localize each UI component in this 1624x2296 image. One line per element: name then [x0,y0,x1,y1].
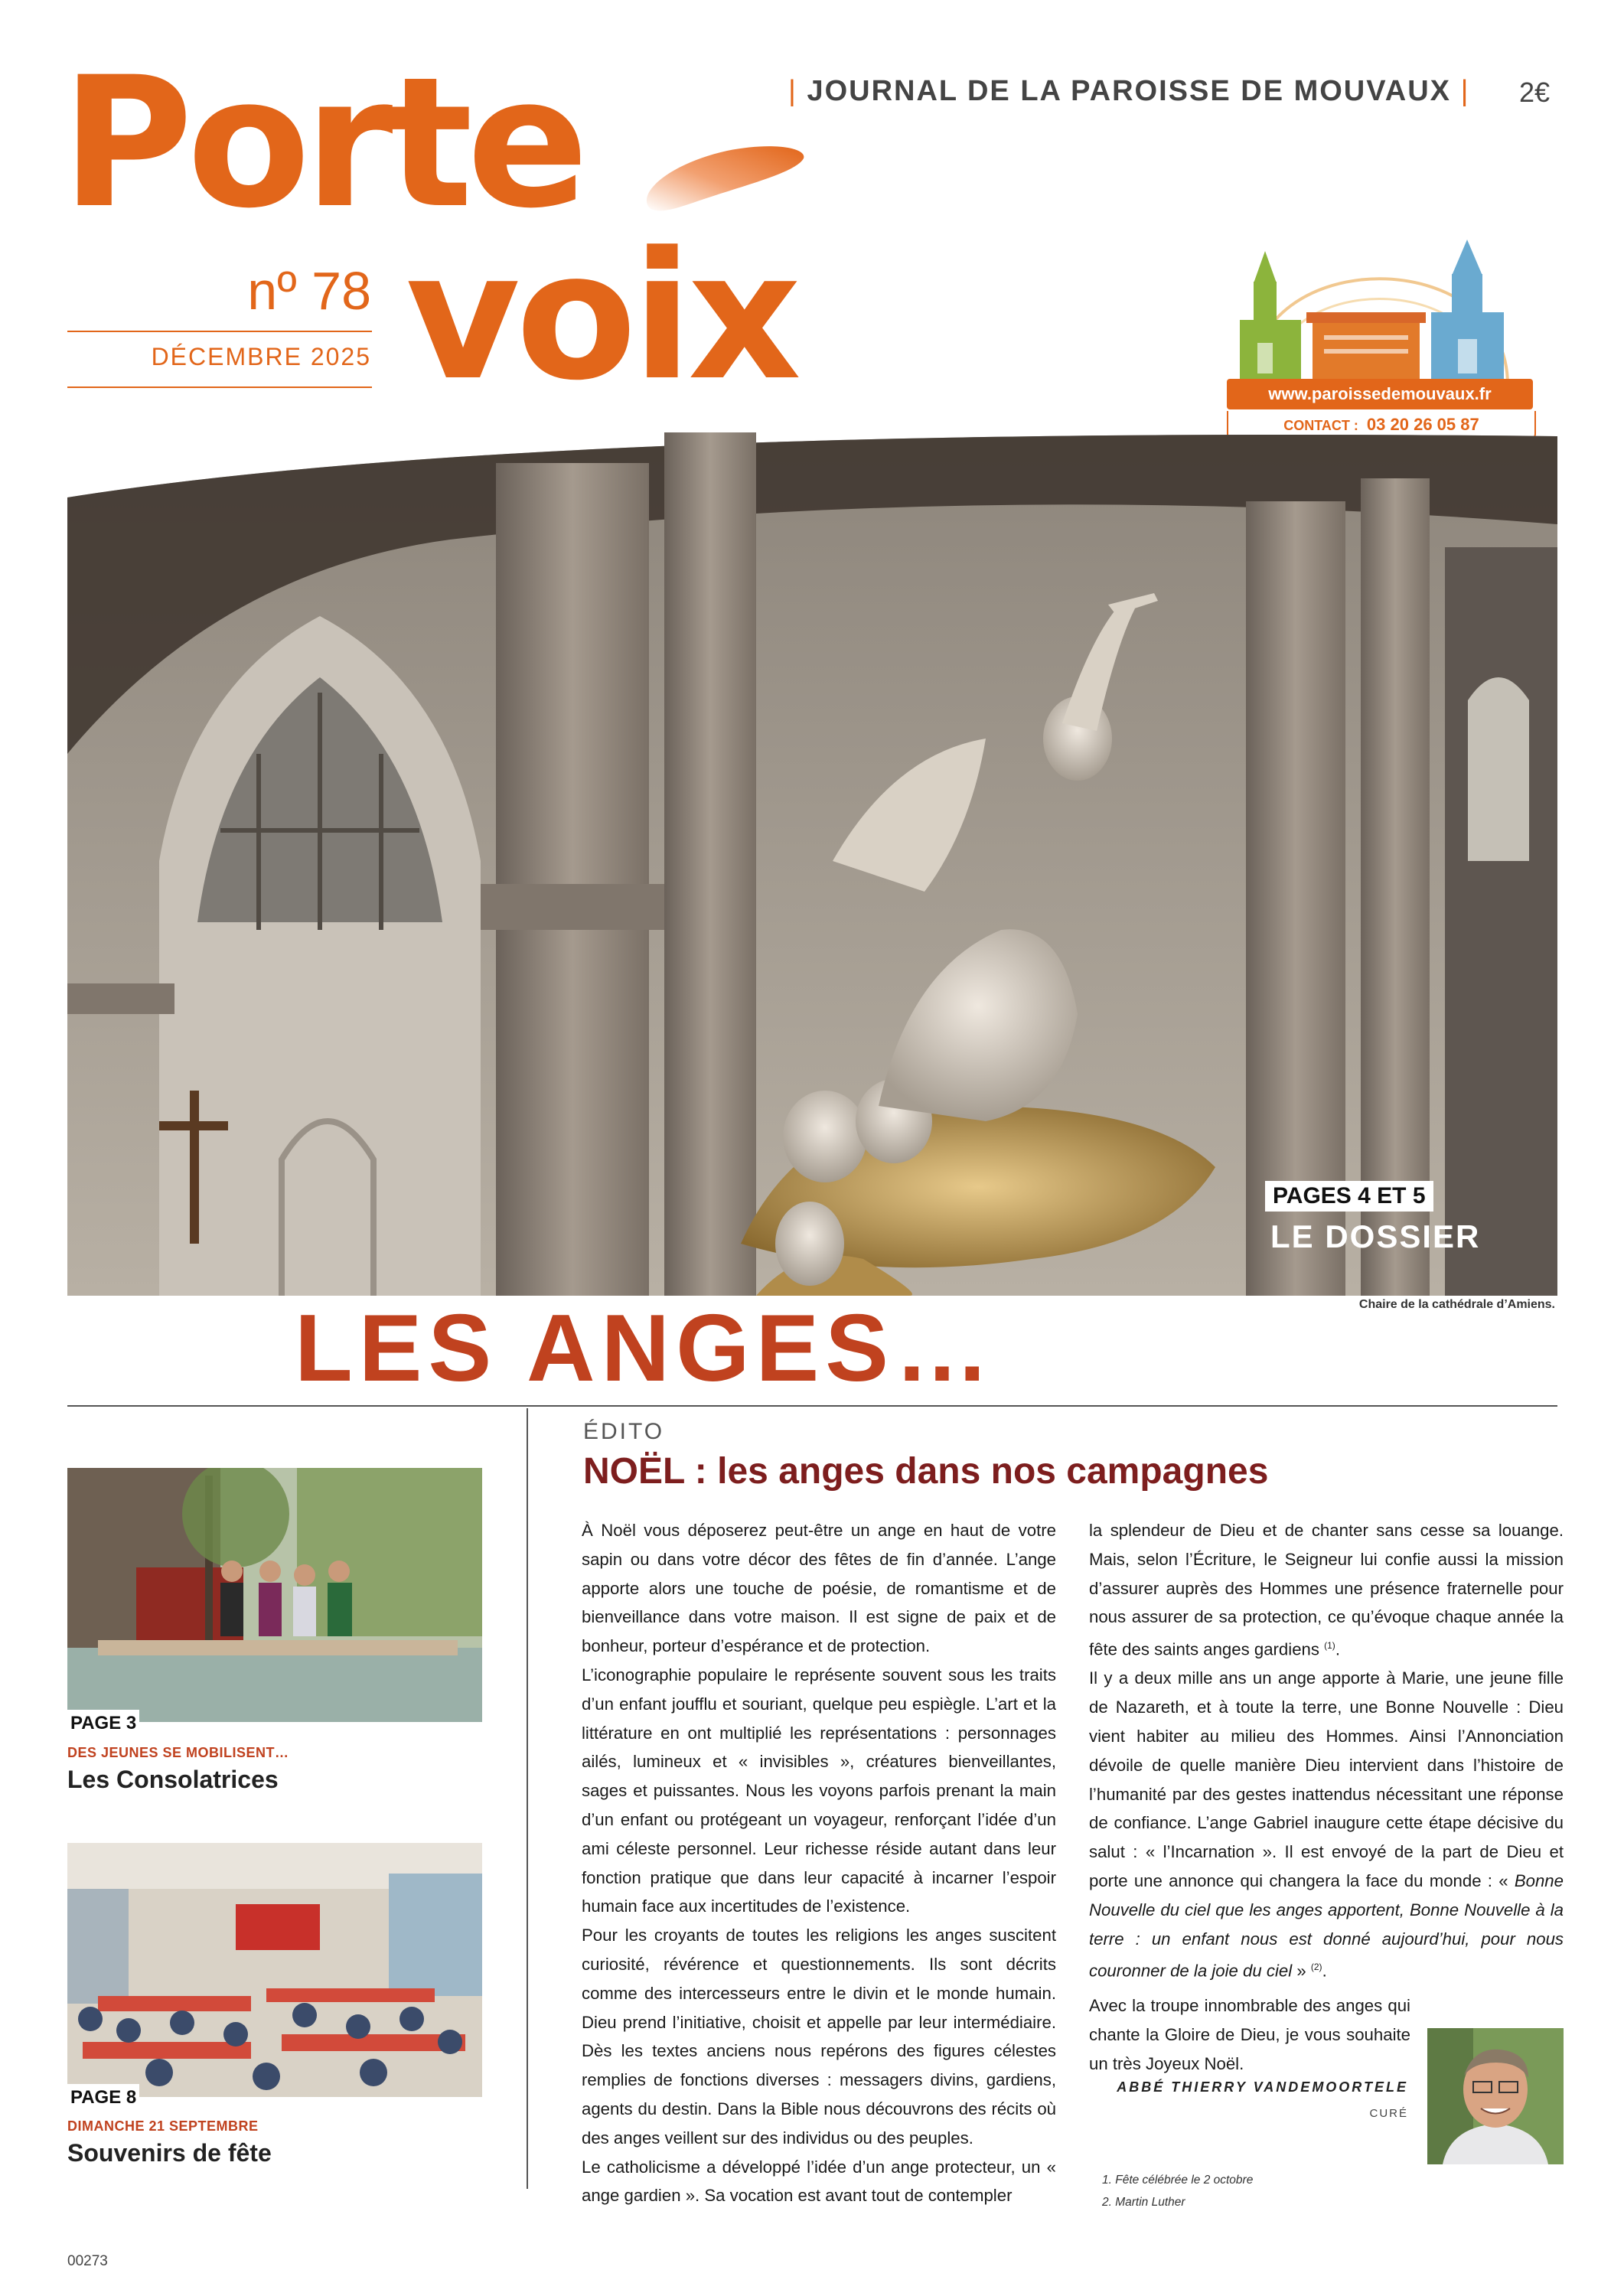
edito-quote: Bonne Nouvelle du ciel que les anges apportent, Bonne Nouvelle à la terre : un enfant nous est donné aujourd’hui, pour nous couronner de la joie du ciel [1089,1870,1564,1981]
footnote: 2. Martin Luther [1102,2196,1185,2209]
issue-rule-top [67,331,372,332]
price: 2€ [1519,77,1551,108]
title-divider: | [788,75,797,107]
parish-website-link[interactable]: www.paroissedemouvaux.fr [1227,379,1533,409]
edito-paragraph: Le catholicisme a développé l’idée d’un ange protecteur, un « ange gardien ». Sa vocation est avant tout de contempler [582,2157,1056,2206]
footnote-ref: (1) [1324,1640,1335,1652]
edito-closing [1089,1991,1410,2078]
main-headline: LES ANGES… [295,1296,996,1401]
edito-paragraph: Il y a deux mille ans un ange apporte à Marie, une jeune fille de Nazareth, et à toute la terre, une Bonne Nouvelle : Dieu vient habiter au milieu des Hommes. Ainsi l’Annonciation dévoile de quelle manière Dieu intervient dans l’histoire de l’humanité par des gestes inattendus nécessitant une réponse de confiance. L’ange Gabriel inaugure cette étape décisive du salut : « l’Incarnation ». Il est envoyé de la part de Dieu et porte une annonce qui changera la face du monde : « Bonne Nouvelle du ciel que les anges apportent, Bonne Nouvelle à la terre : un enfant nous est donné aujourd’hui, pour nous couronner de la joie du ciel » $^{(2)}$. [1089,1668,1564,1981]
issue-number: nº 78 [247,261,371,321]
column-divider [527,1408,528,2189]
dossier-label: LE DOSSIER [1270,1218,1481,1254]
edito-paragraph: L’iconographie populaire le représente souvent sous les traits d’un enfant joufflu et souriant, quelque peu espiègle. L’art et la littérature en ont multiplié les représentations : personnages ailés, lumineux et « invisibles », créatures bienveillantes, sages et puissantes. Nous les voyons parfois prenant la main d’un enfant ou protégeant un voyageur, renforçant l’idée d’un ami céleste personnel. Leur richesse réside autant dans leur fonction pratique que dans leur capacité à incarner l’espoir humain face aux incertitudes de l’existence. [582,1665,1056,1916]
edito-paragraph: la splendeur de Dieu et de chanter sans cesse sa louange. Mais, selon l’Écriture, le Seigneur lui confie aussi la mission d’assurer auprès des Hommes une présence fraternelle pour nous assurer de sa protection, ce qu’évoque chaque année la fête des saints anges gardiens $^{(1)}$. [1089,1521,1564,1659]
edito-paragraph: Avec la troupe innombrable des anges qui chante la Gloire de Dieu, je vous souhaite un très Joyeux Noël. [1089,1996,1410,2073]
edito-paragraph: Pour les croyants de toutes les religions les anges suscitent curiosité, révérence et questionnements. Ils sont décrits comme des intercesseurs entre le divin et le monde humain. Dieu prend l’initiative, choisit et appelle par leur intermédiaire. Dès les textes anciens nous repérons des figures célestes remplies de fonctions diverses : messagers divins, gardiens, agents du destin. Dans la Bible nous découvrons des récits où des anges veillent sur des individus ou des peuples. [582,1926,1056,2148]
logo-voix: voix [406,215,797,419]
footnote-ref: (2) [1310,1962,1322,1973]
edito-column-2 [1089,1516,1564,1986]
issue-rule-bottom [67,386,372,388]
logo-swoosh [635,142,811,214]
sidebar-photo-souvenirs [67,1843,482,2097]
hero-photo-angel-pulpit [67,432,1557,1296]
logo-porte: Porte [61,39,583,248]
sidebar-kicker: DES JEUNES SE MOBILISENT… [67,1745,289,1760]
edito-paragraph: À Noël vous déposerez peut-être un ange en haut de votre sapin ou dans votre décor des fêtes de fin d’année. L’ange apporte alors une touche de poésie, de romantisme et de bienveillance dans votre maison. Il est signe de paix et de bonheur, porteur d’espérance et de protection. [582,1521,1056,1656]
journal-title [788,75,1469,108]
author-portrait [1427,2028,1564,2164]
sidebar-photo-consolatrices [67,1468,482,1722]
sidebar-page-tag: PAGE 8 [67,2084,139,2112]
parish-logo [1228,213,1531,385]
signature-name: ABBÉ THIERRY VANDEMOORTELE [1117,2079,1408,2095]
dossier-pages-badge: PAGES 4 ET 5 [1265,1181,1433,1212]
edito-text: » [1296,1961,1306,1981]
edito-title: NOËL : les anges dans nos campagnes [583,1451,1269,1492]
journal-title-text: JOURNAL DE LA PAROISSE DE MOUVAUX [807,75,1452,107]
footnotes [1102,2169,1253,2213]
sidebar-page-tag: PAGE 3 [67,1710,139,1737]
title-divider: | [1460,75,1470,107]
edito-text: Il y a deux mille ans un ange apporte à Marie, une jeune fille de Nazareth, et à toute la terre, une Bonne Nouvelle : Dieu vient habiter au milieu des Hommes. Ainsi l’Annonciation dévoile de quelle manière Dieu intervient dans l’histoire de l’humanité par des gestes inattendus nécessitant une réponse de confiance. L’ange Gabriel inaugure cette étape décisive du salut : « l’Incarnation ». Il est envoyé de la part de Dieu et porte une annonce qui changera la face du monde : « [1089,1668,1564,1890]
edito-label: ÉDITO [583,1419,665,1444]
section-divider [67,1405,1557,1407]
sidebar-kicker: DIMANCHE 21 SEPTEMBRE [67,2118,259,2134]
signature-role: CURÉ [1369,2107,1408,2120]
issue-date: DÉCEMBRE 2025 [151,343,371,370]
footer-code: 00273 [67,2253,108,2269]
edito-text: la splendeur de Dieu et de chanter sans cesse sa louange. Mais, selon l’Écriture, le Seigneur lui confie aussi la mission d’assurer auprès des Hommes une présence fraternelle pour nous assurer de sa protection, ce qu’évoque chaque année la fête des saints anges gardiens [1089,1521,1564,1659]
edito-column-1 [582,1516,1056,2210]
sidebar-title[interactable]: Souvenirs de fête [67,2139,272,2167]
photo-caption: Chaire de la cathédrale d’Amiens. [1358,1298,1555,1311]
contact-phone[interactable]: 03 20 26 05 87 [1366,415,1479,434]
contact-label: CONTACT : [1283,418,1358,433]
footnote: 1. Fête célébrée le 2 octobre [1102,2174,1254,2187]
sidebar-title[interactable]: Les Consolatrices [67,1766,279,1793]
